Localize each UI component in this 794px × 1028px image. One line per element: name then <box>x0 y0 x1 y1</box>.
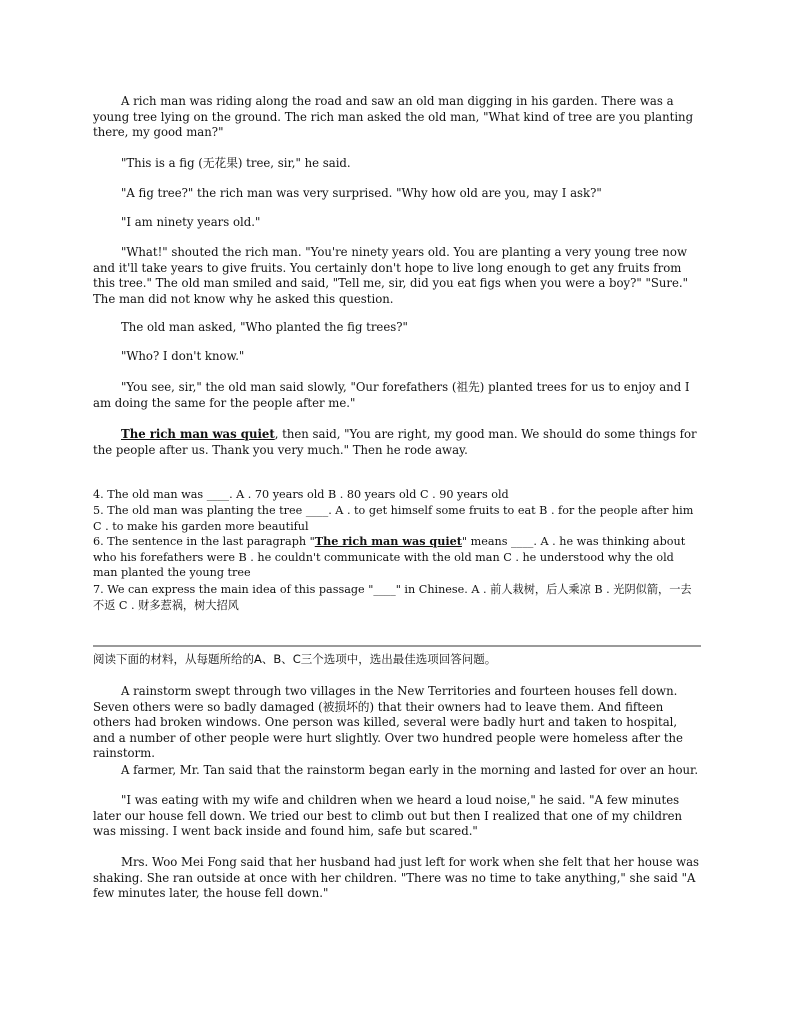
question-text: 7. We can express the main idea of this passage "____" in Chinese. A . 前人栽树，后人乘凉 B . 光阴似箭，一去不返 C . 财多惹祸，树大招风 <box>93 583 692 612</box>
paragraph-text: A rainstorm swept through two villages in the New Territories and fourteen houses fell down. Seven others were so badly damaged (被损坏的) that their owners had to leave them. And fifteen others had broken windows. One person was killed, several were badly hurt and taken to hospital, and a number of other people were hurt slightly. Over two hundred people were homeless after the rainstorm. <box>93 684 683 760</box>
passage-1-para-2 <box>93 156 701 172</box>
paragraph-text: "I was eating with my wife and children when we heard a loud noise," he said. "A few minutes later our house fell down. We tried our best to climb out but then I realized that one of my children was missing. I went back inside and found him, safe but scared." <box>93 793 683 838</box>
paragraph-text: "Who? I don't know." <box>121 349 245 363</box>
passage-2-para-2 <box>93 763 701 779</box>
section-instruction <box>93 652 701 668</box>
question-6-suffix: " means ____. A . he was thinking about who his forefathers were B . he couldn't communicate with the old man C . he understood why the old man planted the young tree <box>93 535 686 580</box>
passage-1-para-5 <box>93 245 701 307</box>
paragraph-text: "What!" shouted the rich man. "You're ninety years old. You are planting a very young tree now and it'll take years to give fruits. You certainly don't hope to live long enough to get any fruits from this tree." The old man smiled and said, "Tell me, sir, did you eat figs when you were a boy?" "Sure." The man did not know why he asked this question. <box>93 245 689 306</box>
paragraph-text: "I am ninety years old." <box>121 215 261 229</box>
passage-2-para-3 <box>93 793 701 840</box>
passage-1-para-1 <box>93 94 701 141</box>
instruction-text: 阅读下面的材料，从每题所给的A、B、C三个选项中，选出最佳选项回答问题。 <box>93 652 497 666</box>
paragraph-text: A rich man was riding along the road and saw an old man digging in his garden. There was a young tree lying on the ground. The rich man asked the old man, "What kind of tree are you planting there, my good man?" <box>93 94 694 139</box>
passage-1-para-9 <box>93 427 701 458</box>
paragraph-rest: , then said, "You are right, my good man. We should do some things for the people after us. Thank you very much." Then he rode away. <box>93 427 697 457</box>
paragraph-text: "A fig tree?" the rich man was very surprised. "Why how old are you, may I ask?" <box>121 186 602 200</box>
question-text <box>93 534 701 581</box>
bold-underlined-sentence: The rich man was quiet <box>121 427 275 441</box>
passage-1-para-8 <box>93 380 701 411</box>
bold-underlined-quote: The rich man was quiet <box>314 534 462 548</box>
passage-2-para-1 <box>93 684 701 762</box>
paragraph-text: "You see, sir," the old man said slowly, "Our forefathers (祖先) planted trees for us to enjoy and I am doing the same for the people after me." <box>93 380 690 410</box>
question-text: 4. The old man was ____. A . 70 years old B . 80 years old C . 90 years old <box>93 488 509 501</box>
question-4 <box>93 487 701 503</box>
question-5 <box>93 503 701 534</box>
section-divider <box>93 645 701 647</box>
passage-2-para-4 <box>93 855 701 902</box>
paragraph-text <box>93 427 701 458</box>
paragraph-text: A farmer, Mr. Tan said that the rainstorm began early in the morning and lasted for over an hour. <box>121 763 699 777</box>
passage-1-para-6 <box>93 320 701 336</box>
passage-1-para-4 <box>93 215 701 231</box>
question-text: 5. The old man was planting the tree ____. A . to get himself some fruits to eat B . for the people after him C . to make his garden more beautiful <box>93 504 694 533</box>
question-6 <box>93 534 701 581</box>
paragraph-text: Mrs. Woo Mei Fong said that her husband had just left for work when she felt that her house was shaking. She ran outside at once with her children. "There was no time to take anything," she said "A few minutes later, the house fell down." <box>93 855 700 900</box>
passage-1-para-7 <box>93 349 701 365</box>
question-6-prefix: 6. The sentence in the last paragraph " <box>93 535 315 548</box>
paragraph-text: "This is a fig (无花果) tree, sir," he said. <box>121 156 351 170</box>
paragraph-text: The old man asked, "Who planted the fig trees?" <box>121 320 408 334</box>
passage-1-para-3 <box>93 186 701 202</box>
question-7 <box>93 582 701 613</box>
